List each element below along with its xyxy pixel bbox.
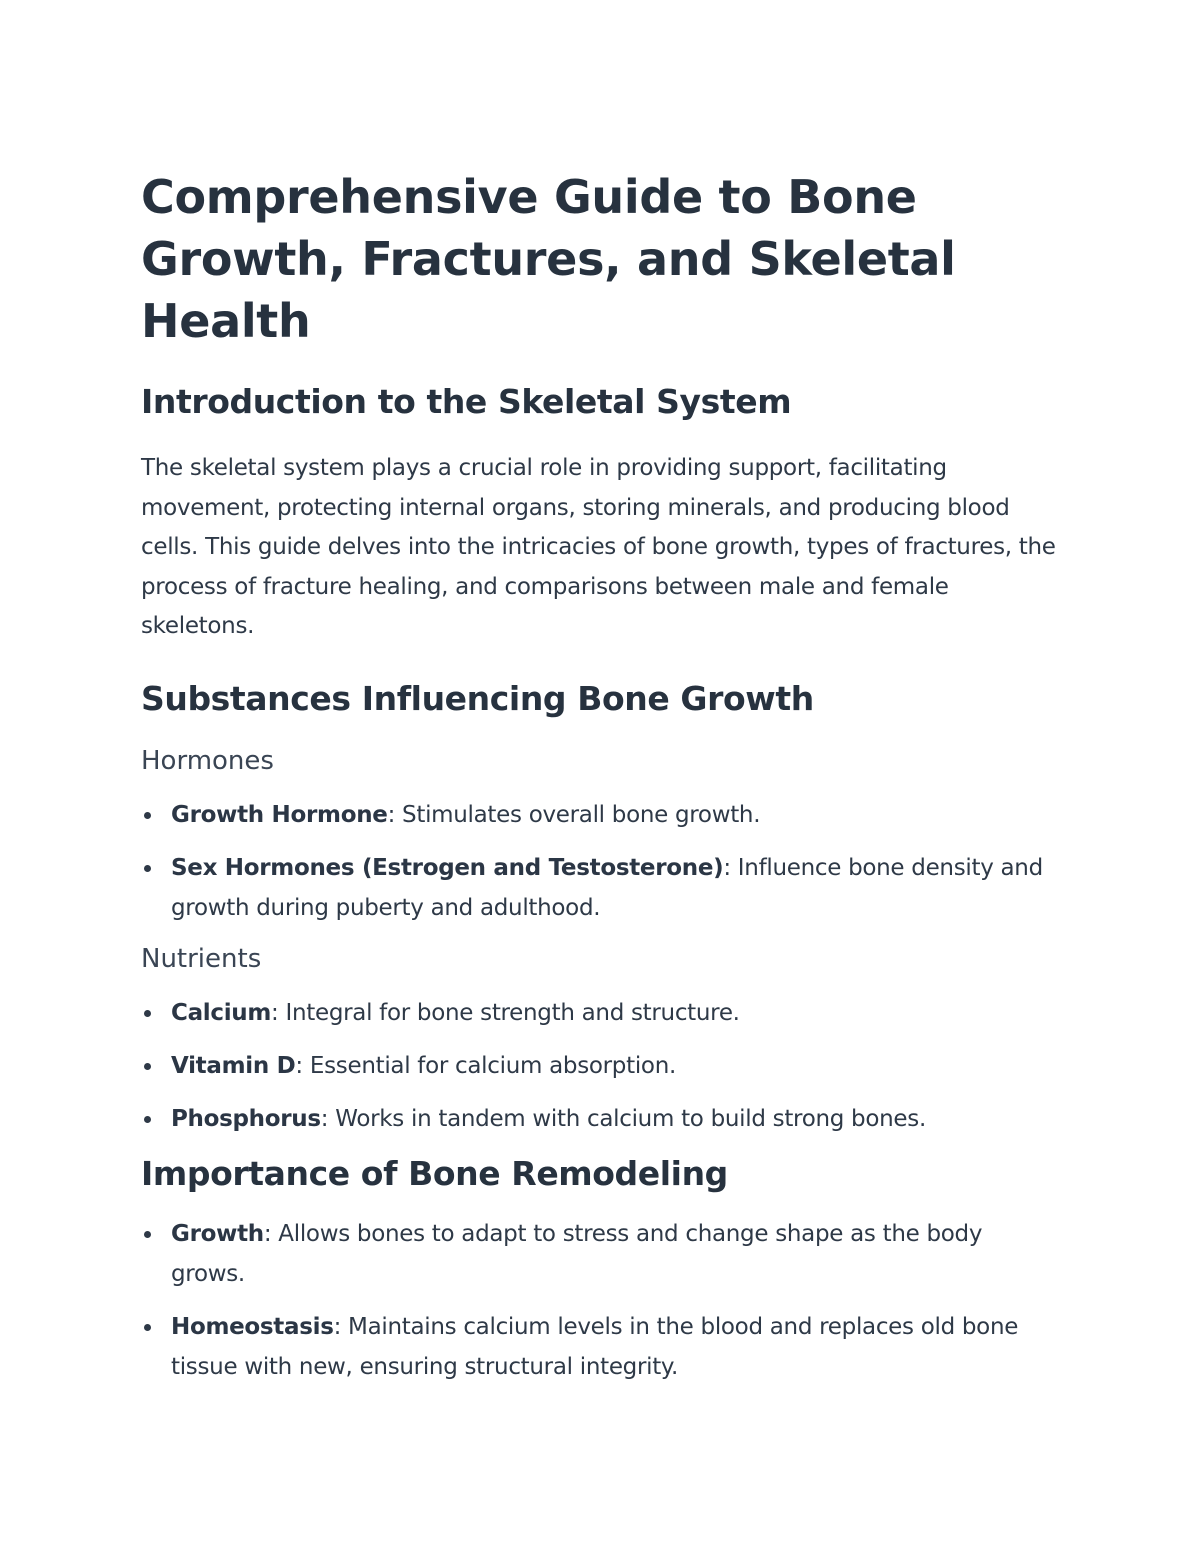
- nutrients-list: [141, 993, 1061, 1139]
- list-item-term: Growth: [171, 1220, 264, 1247]
- list-item: [141, 1099, 1061, 1139]
- list-item-term: Phosphorus: [171, 1105, 321, 1132]
- page-title: Comprehensive Guide to Bone Growth, Fractures, and Skeletal Health: [141, 170, 956, 348]
- list-item: [141, 1046, 1061, 1086]
- list-item-desc: : Influence bone density and growth during puberty and adulthood.: [171, 854, 1043, 921]
- list-item-desc: : Allows bones to adapt to stress and change shape as the body grows.: [171, 1220, 983, 1287]
- list-item: [141, 795, 1061, 835]
- list-item-desc: : Maintains calcium levels in the blood and replaces old bone tissue with new, ensuring structural integrity.: [171, 1313, 1019, 1380]
- remodeling-list: [141, 1214, 1061, 1387]
- section-heading-substances: Substances Influencing Bone Growth: [141, 678, 814, 718]
- section-heading-remodeling: Importance of Bone Remodeling: [141, 1153, 728, 1193]
- intro-paragraph: The skeletal system plays a crucial role in providing support, facilitating movement, protecting internal organs, storing minerals, and producing blood cells. This guide delves into the intricacies of bone growth, types of fractures, the process of fracture healing, and comparisons between male and female skeletons.: [141, 455, 1056, 639]
- section-heading-introduction: Introduction to the Skeletal System: [141, 382, 792, 421]
- list-item-term: Sex Hormones (Estrogen and Testosterone): [171, 854, 724, 881]
- list-item-term: Vitamin D: [171, 1052, 296, 1079]
- subheading-hormones: Hormones: [141, 745, 274, 776]
- document-page: [141, 166, 1061, 1400]
- list-item-desc: : Integral for bone strength and structure.: [271, 999, 740, 1026]
- hormones-list: [141, 795, 1061, 928]
- list-item-term: Homeostasis: [171, 1313, 334, 1340]
- list-item-term: Calcium: [171, 999, 272, 1026]
- list-item: [141, 993, 1061, 1033]
- list-item: [141, 1307, 1061, 1387]
- list-item: [141, 848, 1061, 928]
- list-item: [141, 1214, 1061, 1294]
- list-item-desc: : Essential for calcium absorption.: [295, 1052, 676, 1079]
- list-item-term: Growth Hormone: [171, 801, 388, 828]
- list-item-desc: : Works in tandem with calcium to build strong bones.: [320, 1105, 926, 1132]
- subheading-nutrients: Nutrients: [141, 943, 262, 974]
- list-item-desc: : Stimulates overall bone growth.: [387, 801, 761, 828]
